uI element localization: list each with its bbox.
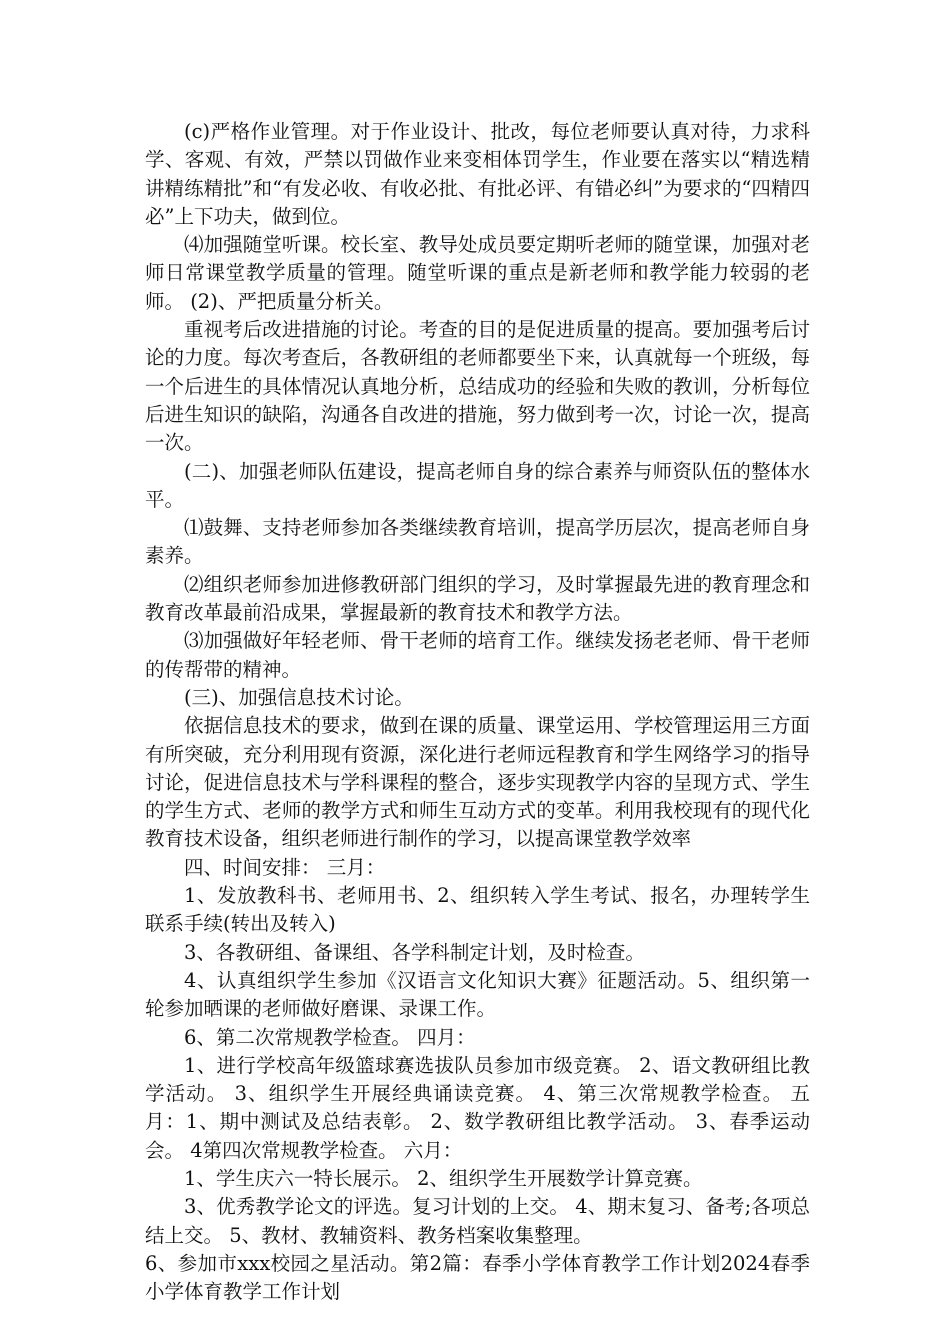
- paragraph-continuing-education: ⑴鼓舞、支持老师参加各类继续教育培训，提高学历层次，提高老师自身素养。: [145, 516, 810, 568]
- paragraph-march-item-4: 4、认真组织学生参加《汉语言文化知识大赛》征题活动。5、组织第一轮参加晒课的老师做好磨课、录课工作。: [145, 968, 810, 1021]
- paragraph-april-may: 1、进行学校高年级篮球赛选拔队员参加市级竞赛。 2、语文教研组比教学活动。 3、组织学生开展经典诵读竞赛。 4、第三次常规教学检查。 五月：1、期中测试及总结表彰。 2、数学教研组比教学活动。 3、春季运动会。 4第四次常规教学检查。 六月：: [145, 1053, 810, 1162]
- paragraph-teacher-team-heading: (二)、加强老师队伍建设，提高老师自身的综合素养与师资队伍的整体水平。: [145, 459, 810, 511]
- paragraph-march-item-6: 6、第二次常规教学检查。 四月：: [184, 1025, 476, 1049]
- paragraph-study-training: ⑵组织老师参加进修教研部门组织的学习，及时掌握最先进的教育理念和教育改革最前沿成果，掌握最新的教育技术和教学方法。: [145, 572, 810, 625]
- paragraph-final-line: 6、参加市xxx校园之星活动。第2篇：春季小学体育教学工作计划2024春季小学体育教学工作计划: [145, 1251, 810, 1304]
- document-body: [145, 118, 810, 1306]
- paragraph-june-item-1: 1、学生庆六一特长展示。 2、组织学生开展数学计算竞赛。: [184, 1166, 703, 1190]
- paragraph-it-details: 依据信息技术的要求，做到在课的质量、课堂运用、学校管理运用三方面有所突破，充分利用现有资源，深化进行老师远程教育和学生网络学习的指导讨论，促进信息技术与学科课程的整合，逐步实现教学内容的呈现方式、学生的学生方式、老师的教学方式和师生互动方式的变革。利用我校现有的现代化教育技术设备，组织老师进行制作的学习，以提高课堂教学效率: [145, 714, 810, 851]
- paragraph-it-heading: (三)、加强信息技术讨论。: [184, 685, 414, 709]
- paragraph-march-item-1: 1、发放教科书、老师用书、2、组织转入学生考试、报名，办理转学生联系手续(转出及转入): [145, 884, 810, 936]
- paragraph-schedule-heading: 四、时间安排： 三月：: [184, 855, 386, 879]
- paragraph-young-teachers: ⑶加强做好年轻老师、骨干老师的培育工作。继续发扬老老师、骨干老师的传帮带的精神。: [145, 629, 810, 681]
- paragraph-homework-management: (c)严格作业管理。对于作业设计、批改，每位老师要认真对待，力求科学、客观、有效，严禁以罚做作业来变相体罚学生，作业要在落实以“精选精讲精练精批”和“有发必收、有收必批、有批必评、有错必纠”为要求的“四精四必”上下功夫，做到位。: [145, 120, 810, 228]
- paragraph-class-observation: ⑷加强随堂听课。校长室、教导处成员要定期听老师的随堂课，加强对老师日常课堂教学质量的管理。随堂听课的重点是新老师和教学能力较弱的老师。 (2)、严把质量分析关。: [145, 233, 810, 313]
- paragraph-june-item-3: 3、优秀教学论文的评选。复习计划的上交。 4、期末复习、备考;各项总结上交。 5、教材、教辅资料、教务档案收集整理。: [145, 1195, 810, 1247]
- paragraph-march-item-3: 3、各教研组、备课组、各学科制定计划，及时检查。: [184, 940, 645, 964]
- paragraph-exam-improvement: 重视考后改进措施的讨论。考查的目的是促进质量的提高。要加强考后讨论的力度。每次考查后，各教研组的老师都要坐下来，认真就每一个班级，每一个后进生的具体情况认真地分析，总结成功的经验和失败的教训，分析每位后进生知识的缺陷，沟通各自改进的措施，努力做到考一次，讨论一次，提高一次。: [145, 318, 810, 455]
